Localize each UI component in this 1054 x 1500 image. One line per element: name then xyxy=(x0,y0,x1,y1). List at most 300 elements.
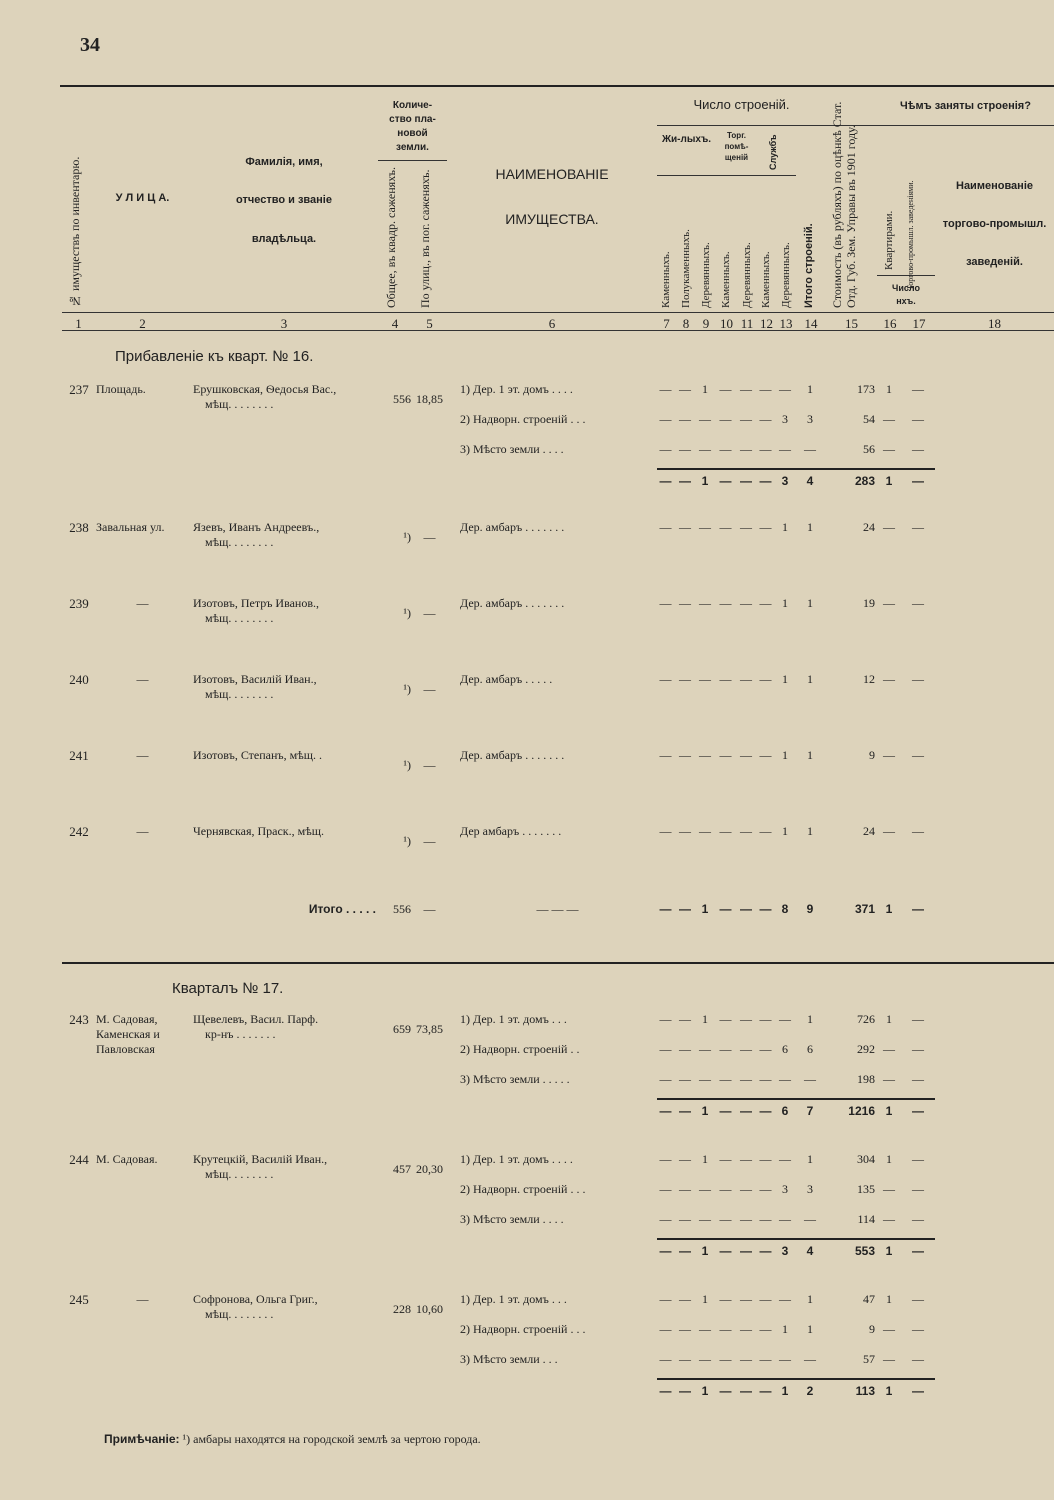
subtotal-value: — xyxy=(659,1384,672,1398)
building-count: — xyxy=(659,1072,672,1086)
subtotal-value: 1 xyxy=(885,1244,893,1258)
row-number: 240 xyxy=(69,672,89,687)
building-count: — xyxy=(740,1352,752,1366)
building-count: 1 xyxy=(782,748,788,762)
header-owner-line2: отчество и званіе xyxy=(236,194,332,206)
property-item: 2) Надворн. строеній . . xyxy=(460,1042,580,1056)
row-owner: Софронова, Ольга Григ., xyxy=(193,1292,318,1306)
row-owner-title: мѣщ. . . . . . . . xyxy=(205,611,274,625)
column-number: 12 xyxy=(760,316,773,331)
building-count: — xyxy=(912,1322,924,1336)
building-count: 3 xyxy=(807,1182,813,1196)
building-count: — xyxy=(912,1182,924,1196)
building-count: 1 xyxy=(702,1012,708,1026)
building-count: — xyxy=(912,902,924,916)
property-item: 2) Надворн. строеній . . . xyxy=(460,1182,586,1196)
column-number: 8 xyxy=(682,316,690,331)
building-count: — xyxy=(699,1322,711,1336)
building-count: — xyxy=(719,412,732,426)
header-services: Службъ xyxy=(768,134,778,170)
row-street: Завальная ул. xyxy=(96,520,165,534)
building-count: — xyxy=(679,1292,691,1306)
building-count: 1 xyxy=(886,1292,892,1306)
subtotal-value: 283 xyxy=(854,474,875,488)
section-title-17: Кварталъ № 17. xyxy=(172,980,284,997)
subtotal-value: — xyxy=(759,1104,772,1118)
building-count: — xyxy=(759,1072,772,1086)
property-item: 2) Надворн. строеній . . . xyxy=(460,412,586,426)
building-count: 9 xyxy=(806,902,814,916)
building-count: — xyxy=(804,1072,816,1086)
header-owner-line3: владѣльца. xyxy=(251,233,317,245)
building-count: — xyxy=(759,412,772,426)
building-count: — xyxy=(759,902,772,916)
row-number: 241 xyxy=(69,748,89,763)
building-count: — xyxy=(679,1322,691,1336)
header-count-l1: Число xyxy=(892,283,920,293)
subtotal-value: 3 xyxy=(781,474,789,488)
row-land-streets: 73,85 xyxy=(416,1022,443,1036)
row-land-total: 556 xyxy=(393,392,411,406)
building-count: 24 xyxy=(863,520,875,534)
building-count: — xyxy=(719,382,732,396)
building-count: — xyxy=(759,824,772,838)
row-land-streets: 10,60 xyxy=(416,1302,443,1316)
column-number: 9 xyxy=(702,316,710,331)
building-count: 6 xyxy=(782,1042,788,1056)
property-item: 2) Надворн. строеній . . . xyxy=(460,1322,586,1336)
row-land-streets: — xyxy=(423,530,436,544)
row-owner-title: мѣщ. . . . . . . . xyxy=(205,535,274,549)
building-count: — xyxy=(719,824,732,838)
building-count: — xyxy=(679,412,691,426)
building-count: — xyxy=(740,596,752,610)
building-count: 9 xyxy=(869,748,875,762)
subtotal-value: 4 xyxy=(806,1244,814,1258)
building-count: 1 xyxy=(807,520,813,534)
property-item: 1) Дер. 1 эт. домъ . . . . xyxy=(460,382,573,396)
building-count: — xyxy=(719,1212,732,1226)
subtotal-rule xyxy=(657,1238,935,1240)
row-owner: Чернявская, Праск., мѣщ. xyxy=(193,824,324,838)
building-count: — xyxy=(740,1212,752,1226)
subtotal-value: — xyxy=(659,1104,672,1118)
subtotal-value: 1 xyxy=(885,1384,893,1398)
building-count: — xyxy=(740,1072,752,1086)
subtotal-rule xyxy=(657,1098,935,1100)
building-count: — xyxy=(719,1352,732,1366)
subtotal-value: 113 xyxy=(855,1384,875,1398)
building-count: — xyxy=(679,1182,691,1196)
building-count: — xyxy=(659,1212,672,1226)
building-count: — xyxy=(883,1212,895,1226)
subtotal-value: — xyxy=(740,1244,752,1258)
building-count: — xyxy=(679,382,691,396)
row-land-total: 659 xyxy=(393,1022,411,1036)
building-count: — xyxy=(679,520,691,534)
building-count: — xyxy=(659,442,672,456)
building-count: — xyxy=(679,1212,691,1226)
header-col10: Каменныхъ. xyxy=(720,251,732,308)
building-count: — xyxy=(679,1152,691,1166)
building-count: — xyxy=(699,412,711,426)
row-owner: Итого . . . . . xyxy=(308,902,376,916)
row-owner: Щевелевъ, Васил. Парф. xyxy=(193,1012,319,1026)
property-item: 1) Дер. 1 эт. домъ . . . xyxy=(460,1012,567,1026)
column-number: 15 xyxy=(845,316,858,331)
table-top-border xyxy=(60,85,1054,87)
header-subline xyxy=(657,175,796,176)
building-count: 1 xyxy=(885,902,893,916)
header-land-l2: ство пла- xyxy=(389,114,436,125)
row-land-streets: — xyxy=(423,606,436,620)
header-property-l1: НАИМЕНОВАНІЕ xyxy=(495,166,609,182)
row-owner-title: мѣщ. . . . . . . . xyxy=(205,397,274,411)
building-count: — xyxy=(759,1322,772,1336)
row-land-streets: — xyxy=(423,834,436,848)
building-count: — xyxy=(679,1072,691,1086)
header-buildings: Число строеній. xyxy=(693,97,790,112)
building-count: 19 xyxy=(863,596,875,610)
header-inventory-no: № имуществъ по инвентарю. xyxy=(68,156,82,308)
row-street: — xyxy=(136,1292,149,1306)
building-count: — xyxy=(912,824,924,838)
header-owner-line1: Фамилія, имя, xyxy=(245,156,323,168)
row-land-total: ¹) xyxy=(403,682,411,696)
building-count: — xyxy=(779,1012,791,1026)
row-number: 239 xyxy=(69,596,89,611)
building-count: — xyxy=(699,748,711,762)
column-number: 2 xyxy=(139,316,146,331)
building-count: — xyxy=(779,1352,791,1366)
building-count: 1 xyxy=(782,672,788,686)
header-col8: Полукаменныхъ. xyxy=(680,229,692,308)
row-street: Каменская и xyxy=(96,1027,160,1041)
building-count: — xyxy=(740,1012,752,1026)
building-count: 1 xyxy=(702,382,708,396)
subtotal-value: 1 xyxy=(701,1384,709,1398)
building-count: — xyxy=(699,1072,711,1086)
subtotal-value: 553 xyxy=(854,1244,875,1258)
header-residential: Жи-лыхъ. xyxy=(661,134,712,145)
building-count: 1 xyxy=(782,520,788,534)
building-count: — xyxy=(779,1072,791,1086)
building-count: — xyxy=(679,596,691,610)
building-count: 371 xyxy=(854,902,875,916)
row-number: 238 xyxy=(69,520,89,535)
header-col11: Деревянныхъ. xyxy=(741,242,753,308)
subtotal-value: 6 xyxy=(781,1104,789,1118)
building-count: — xyxy=(719,1292,732,1306)
subtotal-value: — xyxy=(912,1104,924,1118)
property-item: 3) Мѣсто земли . . . xyxy=(460,1352,558,1366)
row-street: — xyxy=(136,824,149,838)
row-number: 243 xyxy=(69,1012,89,1027)
building-count: 1 xyxy=(807,748,813,762)
building-count: 3 xyxy=(807,412,813,426)
building-count: — xyxy=(912,1012,924,1026)
building-count: — xyxy=(659,1012,672,1026)
building-count: — xyxy=(740,824,752,838)
building-count: 3 xyxy=(782,1182,788,1196)
building-count: — xyxy=(883,1072,895,1086)
subtotal-value: — xyxy=(912,1384,924,1398)
building-count: — xyxy=(912,1212,924,1226)
subtotal-value: — xyxy=(740,1104,752,1118)
building-count: 1 xyxy=(886,382,892,396)
building-count: — xyxy=(659,672,672,686)
building-count: — xyxy=(912,442,924,456)
subtotal-value: 1 xyxy=(781,1384,789,1398)
building-count: 1 xyxy=(702,1292,708,1306)
building-count: — xyxy=(740,1152,752,1166)
building-count: — xyxy=(699,824,711,838)
building-count: — xyxy=(699,1352,711,1366)
column-number: 3 xyxy=(280,316,288,331)
building-count: — xyxy=(719,596,732,610)
building-count: — xyxy=(759,442,772,456)
header-col16: Квартирами. xyxy=(883,210,895,270)
building-count: 304 xyxy=(857,1152,875,1166)
column-number: 4 xyxy=(391,316,399,331)
building-count: — xyxy=(804,442,816,456)
column-number: 17 xyxy=(912,316,926,331)
building-count: — xyxy=(679,1352,691,1366)
row-owner-title: кр-нъ . . . . . . . xyxy=(205,1027,276,1041)
row-land-total: ¹) xyxy=(403,834,411,848)
building-count: — xyxy=(659,1042,672,1056)
building-count: — xyxy=(740,902,752,916)
building-count: — xyxy=(659,382,672,396)
building-count: — xyxy=(659,1292,672,1306)
building-count: — xyxy=(679,442,691,456)
header-subline xyxy=(378,160,447,161)
building-count: — xyxy=(699,672,711,686)
subtotal-value: — xyxy=(740,474,752,488)
building-count: 56 xyxy=(863,442,875,456)
header-col7: Каменныхъ. xyxy=(660,251,672,308)
building-count: 726 xyxy=(857,1012,875,1026)
building-count: — xyxy=(740,1292,752,1306)
building-count: 1 xyxy=(807,596,813,610)
building-count: 1 xyxy=(807,1322,813,1336)
header-property-l2: ИМУЩЕСТВА. xyxy=(505,211,599,227)
header-land-total: Общее, въ квадр. саженяхъ. xyxy=(384,167,398,308)
building-count: — xyxy=(912,520,924,534)
building-count: — xyxy=(659,412,672,426)
building-count: — xyxy=(679,748,691,762)
header-street: У Л И Ц А. xyxy=(115,192,170,204)
subtotal-value: 1 xyxy=(701,1244,709,1258)
building-count: — xyxy=(679,672,691,686)
row-land-streets: 18,85 xyxy=(416,392,443,406)
subtotal-value: — xyxy=(679,1384,691,1398)
building-count: — xyxy=(759,672,772,686)
property-item: — — — xyxy=(536,902,579,916)
column-number: 1 xyxy=(75,316,82,331)
building-count: — xyxy=(804,1212,816,1226)
subtotal-value: 1 xyxy=(701,474,709,488)
row-owner: Язевъ, Иванъ Андреевъ., xyxy=(193,520,320,534)
header-subline xyxy=(877,125,1054,126)
subtotal-value: — xyxy=(659,1244,672,1258)
header-trade-premises: Торг. помѣ-щеній xyxy=(724,131,749,162)
building-count: — xyxy=(740,1182,752,1196)
row-owner-title: мѣщ. . . . . . . . xyxy=(205,687,274,701)
property-item: Дер. амбаръ . . . . . xyxy=(460,672,553,686)
building-count: 1 xyxy=(807,672,813,686)
building-count: — xyxy=(659,824,672,838)
building-count: — xyxy=(883,596,895,610)
building-count: — xyxy=(659,596,672,610)
building-count: — xyxy=(912,672,924,686)
row-street: М. Садовая. xyxy=(96,1152,158,1166)
subtotal-value: — xyxy=(719,1244,732,1258)
building-count: — xyxy=(779,1152,791,1166)
page-number: 34 xyxy=(80,34,100,56)
column-number: 18 xyxy=(988,316,1001,331)
column-number: 7 xyxy=(663,316,670,331)
building-count: — xyxy=(779,1212,791,1226)
building-count: 1 xyxy=(702,1152,708,1166)
header-land-l3: новой xyxy=(397,128,428,139)
building-count: 1 xyxy=(807,382,813,396)
subtotal-value: — xyxy=(912,1244,924,1258)
header-col15: Стоимость (въ рубляхъ) по оцѣнкѣ Стат. Отд. Губ. Зем. Управы въ 1901 году. xyxy=(830,101,858,308)
building-count: — xyxy=(699,596,711,610)
subtotal-rule xyxy=(657,1378,935,1380)
building-count: — xyxy=(779,382,791,396)
building-count: 9 xyxy=(869,1322,875,1336)
subtotal-value: — xyxy=(759,1384,772,1398)
building-count: — xyxy=(883,824,895,838)
building-count: — xyxy=(912,1352,924,1366)
building-count: — xyxy=(912,1152,924,1166)
building-count: 1 xyxy=(782,1322,788,1336)
building-count: — xyxy=(699,520,711,534)
building-count: 47 xyxy=(863,1292,875,1306)
building-count: — xyxy=(740,520,752,534)
property-item: Дер. амбаръ . . . . . . . xyxy=(460,520,565,534)
building-count: — xyxy=(699,442,711,456)
subtotal-value: — xyxy=(912,474,924,488)
row-owner: Изотовъ, Степанъ, мѣщ. . xyxy=(193,748,322,762)
building-count: — xyxy=(699,1182,711,1196)
building-count: — xyxy=(759,1012,772,1026)
building-count: — xyxy=(740,412,752,426)
building-count: — xyxy=(912,1042,924,1056)
building-count: — xyxy=(740,382,752,396)
building-count: — xyxy=(659,748,672,762)
building-count: — xyxy=(759,1352,772,1366)
building-count: — xyxy=(883,442,895,456)
building-count: — xyxy=(912,1292,924,1306)
building-count: — xyxy=(719,520,732,534)
row-land-streets: 20,30 xyxy=(416,1162,443,1176)
property-item: 1) Дер. 1 эт. домъ . . . . xyxy=(460,1152,573,1166)
section-title-16: Прибавленіе къ кварт. № 16. xyxy=(115,348,314,365)
header-col18-l2: торгово-промышл. xyxy=(942,218,1047,230)
building-count: — xyxy=(883,1322,895,1336)
subtotal-value: 2 xyxy=(806,1384,814,1398)
building-count: 54 xyxy=(863,412,875,426)
row-land-total: 457 xyxy=(393,1162,411,1176)
header-col17: Торгово-промышл. заведеніями. xyxy=(906,180,915,290)
building-count: — xyxy=(740,442,752,456)
subtotal-value: — xyxy=(679,1104,691,1118)
subtotal-value: — xyxy=(719,1104,732,1118)
building-count: — xyxy=(679,902,691,916)
header-col13: Деревянныхъ. xyxy=(780,242,792,308)
header-col18-l1: Наименованіе xyxy=(956,180,1033,192)
building-count: — xyxy=(759,1042,772,1056)
building-count: — xyxy=(779,442,791,456)
building-count: — xyxy=(883,520,895,534)
building-count: 57 xyxy=(863,1352,875,1366)
building-count: 135 xyxy=(857,1182,875,1196)
row-owner: Изотовъ, Василій Иван., xyxy=(193,672,317,686)
building-count: — xyxy=(759,1152,772,1166)
property-item: 3) Мѣсто земли . . . . xyxy=(460,442,564,456)
building-count: — xyxy=(759,520,772,534)
header-bottom-border xyxy=(62,312,1054,313)
subtotal-value: — xyxy=(759,474,772,488)
row-owner: Ерушковская, Ѳедосья Вас., xyxy=(193,382,337,396)
subtotal-value: — xyxy=(719,474,732,488)
building-count: — xyxy=(659,1182,672,1196)
building-count: — xyxy=(740,748,752,762)
building-count: — xyxy=(719,902,732,916)
building-count: 12 xyxy=(863,672,875,686)
column-number: 11 xyxy=(740,316,754,331)
row-street: Павловская xyxy=(96,1042,155,1056)
row-owner-title: мѣщ. . . . . . . . xyxy=(205,1167,274,1181)
row-number: 245 xyxy=(69,1292,89,1307)
building-count: — xyxy=(699,1212,711,1226)
building-count: — xyxy=(719,748,732,762)
property-item: 3) Мѣсто земли . . . . . xyxy=(460,1072,570,1086)
subtotal-value: 1 xyxy=(885,1104,893,1118)
row-land-total: 556 xyxy=(393,902,411,916)
row-owner: Изотовъ, Петръ Иванов., xyxy=(193,596,320,610)
building-count: — xyxy=(759,1182,772,1196)
building-count: — xyxy=(659,520,672,534)
subtotal-value: — xyxy=(679,1244,691,1258)
building-count: 1 xyxy=(886,1012,892,1026)
subtotal-value: — xyxy=(679,474,691,488)
row-street: М. Садовая, xyxy=(96,1012,158,1026)
building-count: — xyxy=(759,748,772,762)
building-count: 1 xyxy=(782,824,788,838)
subtotal-value: — xyxy=(740,1384,752,1398)
building-count: — xyxy=(719,1042,732,1056)
building-count: 1 xyxy=(807,1152,813,1166)
column-number: 16 xyxy=(883,316,897,331)
row-street: — xyxy=(136,596,149,610)
row-land-streets: — xyxy=(423,902,436,916)
property-item: Дер. амбаръ . . . . . . . xyxy=(460,748,565,762)
building-count: — xyxy=(740,1042,752,1056)
subtotal-value: — xyxy=(759,1244,772,1258)
property-item: Дер. амбаръ . . . . . . . xyxy=(460,596,565,610)
building-count: 1 xyxy=(782,596,788,610)
row-land-total: ¹) xyxy=(403,530,411,544)
header-col14: Итого строеній. xyxy=(803,223,815,308)
subtotal-value: 1 xyxy=(701,1104,709,1118)
building-count: 6 xyxy=(807,1042,813,1056)
building-count: 3 xyxy=(782,412,788,426)
header-col9: Деревянныхъ. xyxy=(700,242,712,308)
